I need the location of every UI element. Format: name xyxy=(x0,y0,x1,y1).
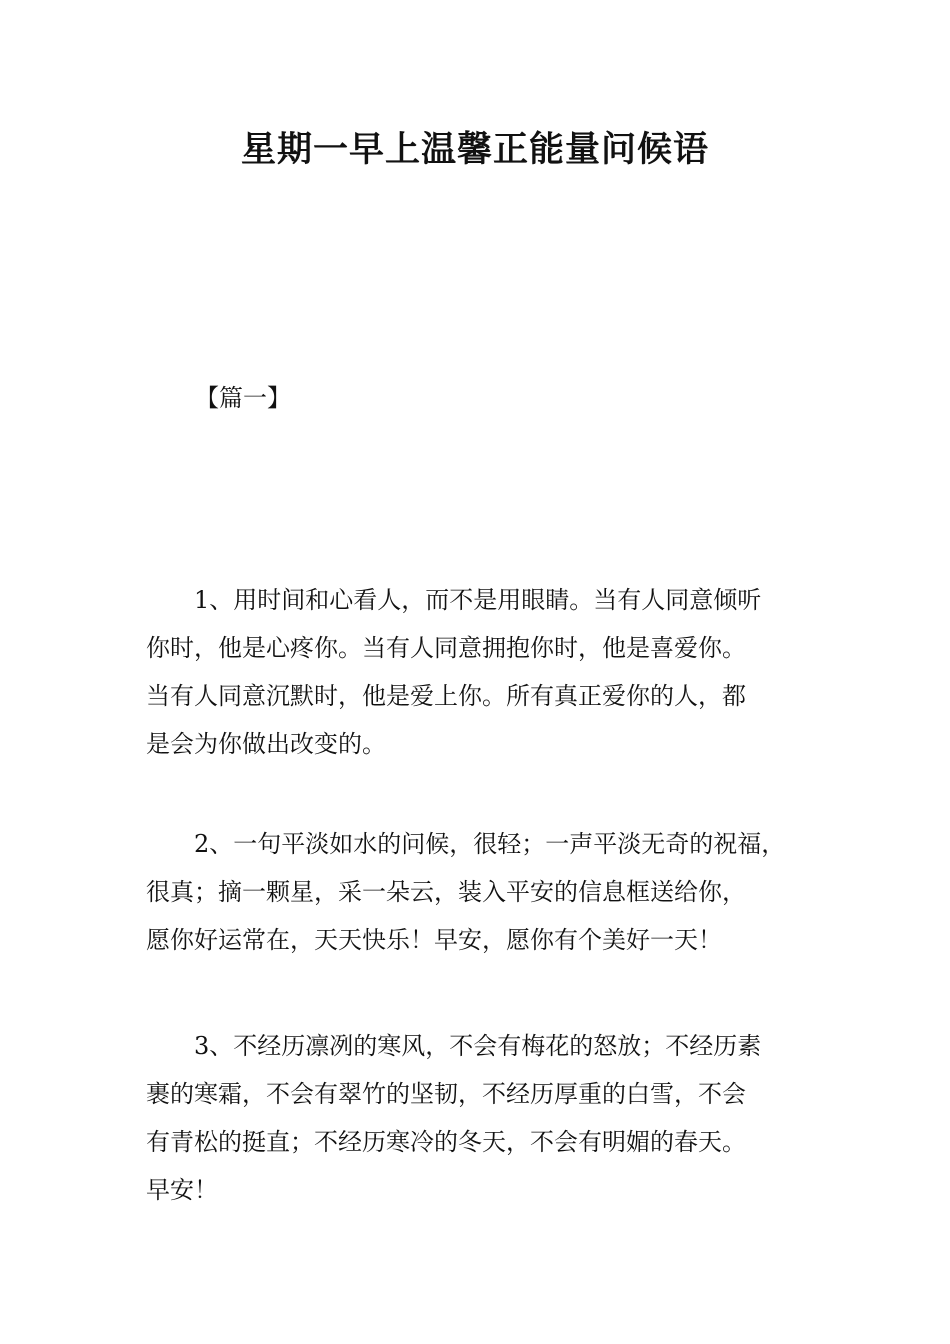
paragraph-2 xyxy=(146,820,836,964)
paragraph-line: 有青松的挺直；不经历寒冷的冬天，不会有明媚的春天。 xyxy=(146,1128,746,1156)
paragraph-line: 3、不经历凛冽的寒风，不会有梅花的怒放；不经历素 xyxy=(194,1032,762,1060)
section-label: 【篇一】 xyxy=(195,384,291,412)
paragraph-line: 2、一句平淡如水的问候，很轻；一声平淡无奇的祝福， xyxy=(194,830,786,858)
paragraph-line: 很真；摘一颗星，采一朵云，装入平安的信息框送给你， xyxy=(146,878,746,906)
paragraph-1 xyxy=(146,576,836,768)
paragraph-line: 早安！ xyxy=(146,1176,218,1204)
paragraph-line: 你时，他是心疼你。当有人同意拥抱你时，他是喜爱你。 xyxy=(146,634,746,662)
paragraph-line: 裹的寒霜，不会有翠竹的坚韧，不经历厚重的白雪，不会 xyxy=(146,1080,746,1108)
paragraph-line: 愿你好运常在，天天快乐！早安，愿你有个美好一天！ xyxy=(146,926,722,954)
paragraph-line: 当有人同意沉默时，他是爱上你。所有真正爱你的人，都 xyxy=(146,682,746,710)
paragraph-line: 1、用时间和心看人，而不是用眼睛。当有人同意倾听 xyxy=(194,586,762,614)
paragraph-line: 是会为你做出改变的。 xyxy=(146,730,386,758)
paragraph-3 xyxy=(146,1022,836,1214)
document-title: 星期一早上温馨正能量问候语 xyxy=(240,130,709,170)
